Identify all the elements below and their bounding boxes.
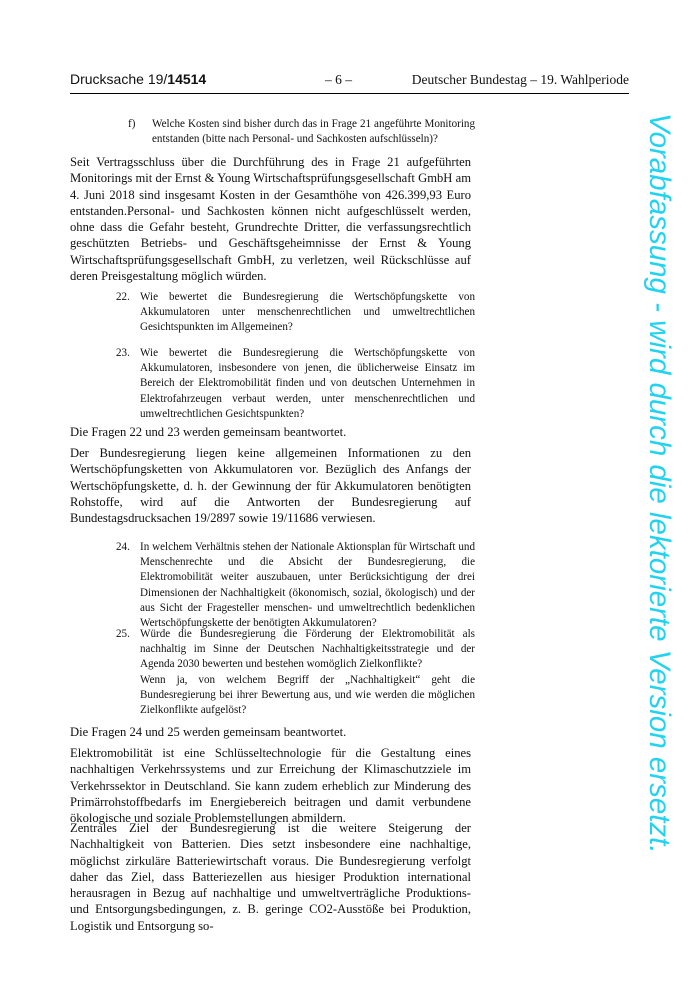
question-text: Wie bewertet die Bundesregierung die Wertschöpfungskette von Akkumulatoren unter menschenrechtlichen und umweltrechtlichen Gesichtspunkten im Allgemeinen? [140,291,475,334]
answer-24-25-paragraph-2: Zentrales Ziel der Bundesregierung ist die weitere Steigerung der Nachhaltigkeit von Batterien. Dies setzt insbesondere eine nachhaltige, möglichst zirkuläre Batteriewirtschaft voraus. Die Bundesregierung verfolgt daher das Ziel, dass Batteriezellen aus hiesiger Produktion international herausragen in Bezug auf nachhaltige und umweltverträgliche Produktions- und Entsorgungsbedingungen, z. B. geringe CO2-Ausstöße bei Produktion, Logistik und Entsorgung so- [70,821,471,933]
answer-22-23-intro: Die Fragen 22 und 23 werden gemeinsam beantwortet. [70,425,347,439]
question-23 [116,346,475,422]
question-25-followup: Wenn ja, von welchem Begriff der „Nachhaltigkeit“ geht die Bundesregierung bei ihrer Bewertung aus, und wie werden die möglichen Zielkonflikte aufgelöst? [140,674,475,717]
question-number: 25. [116,628,130,640]
answer-24-25-paragraph-1: Elektromobilität ist eine Schlüsseltechnologie für die Gestaltung eines nachhaltigen Verkehrssystems und zur Erreichung der Klimaschutzziele im Verkehrssektor in Deutschland. Sie kann zudem erheblich zur Minderung des Primärrohstoffbedarfs im Energiebereich beitragen und damit verbundene ökologische und soziale Problemstellungen abmildern. [70,746,471,826]
question-21f [128,117,475,147]
parliament-period: Deutscher Bundestag – 19. Wahlperiode [411,72,629,87]
question-number: 24. [116,541,130,553]
doc-label: Drucksache [70,71,144,87]
question-text: Welche Kosten sind bisher durch das in Frage 21 angeführte Monitoring entstanden (bitte nach Personal- und Sachkosten aufschlüsseln)? [152,118,475,146]
question-24 [116,540,475,631]
question-text: Würde die Bundesregierung die Förderung der Elektromobilität als nachhaltig im Sinne der Deutschen Nachhaltigkeitsstrategie und der Agenda 2030 bewerten und bestehen womöglich Zielkonflikte? [140,628,475,671]
draft-watermark: Vorabfassung - wird durch die lektorierte Version ersetzt. [643,113,676,854]
page-header [70,71,629,94]
question-number: 23. [116,347,130,359]
doc-number: 14514 [167,71,207,87]
question-22 [116,290,475,336]
question-text: In welchem Verhältnis stehen der Nationale Aktionsplan für Wirtschaft und Menschenrechte und die Absicht der Bundesregierung, die Elektromobilität weiter auszubauen, unter Berücksichtigung der drei Dimensionen der Nachhaltigkeit (ökonomisch, sozial, ökologisch) und der aus Sicht der Fragesteller menschen- und umweltrechtlich bedenklichen Wertschöpfungskette der benötigten Akkumulatoren? [140,541,475,630]
answer-21f: Seit Vertragsschluss über die Durchführung des in Frage 21 aufgeführten Monitorings mit der Ernst & Young Wirtschaftsprüfungsgesellschaft GmbH am 4. Juni 2018 sind insgesamt Kosten in der Gesamthöhe von 426.399,93 Euro entstanden.Personal- und Sachkosten können nicht aufgeschlüsselt werden, ohne dass die Gefahr besteht, Grundrechte Dritter, die verfassungsrechtlich geschützten Betriebs- und Geschäftsgeheimnisse der Ernst & Young Wirtschaftsprüfungsgesellschaft GmbH, zu verletzen, weil Rückschlüsse auf deren Preisgestaltung möglich würden. [70,155,471,284]
answer-22-23: Der Bundesregierung liegen keine allgemeinen Informationen zu den Wertschöpfungsketten von Akkumulatoren vor. Bezüglich des Anfangs der Wertschöpfungskette, d. h. der Gewinnung der für Akkumulatoren benötigten Rohstoffe, wird auf die Antworten der Bundesregierung auf Bundestagsdrucksachen 19/2897 sowie 19/11686 verwiesen. [70,446,471,526]
answer-24-25-intro: Die Fragen 24 und 25 werden gemeinsam beantwortet. [70,725,347,739]
question-text: Wie bewertet die Bundesregierung die Wertschöpfungskette von Akkumulatoren, insbesondere von jenen, die üblicherweise Einsatz im Bereich der Elektromobilität finden und von deutschen Unternehmen in Elektrofahrzeugen verbaut werden, unter menschenrechtlichen und umweltrechtlichen Gesichtspunkten? [140,347,475,420]
question-25 [116,627,475,673]
question-number: 22. [116,291,130,303]
page-number: – 6 – [325,72,352,87]
doc-number-prefix: 19/ [147,71,168,87]
question-number: f) [128,118,136,130]
doc-reference [70,71,206,87]
